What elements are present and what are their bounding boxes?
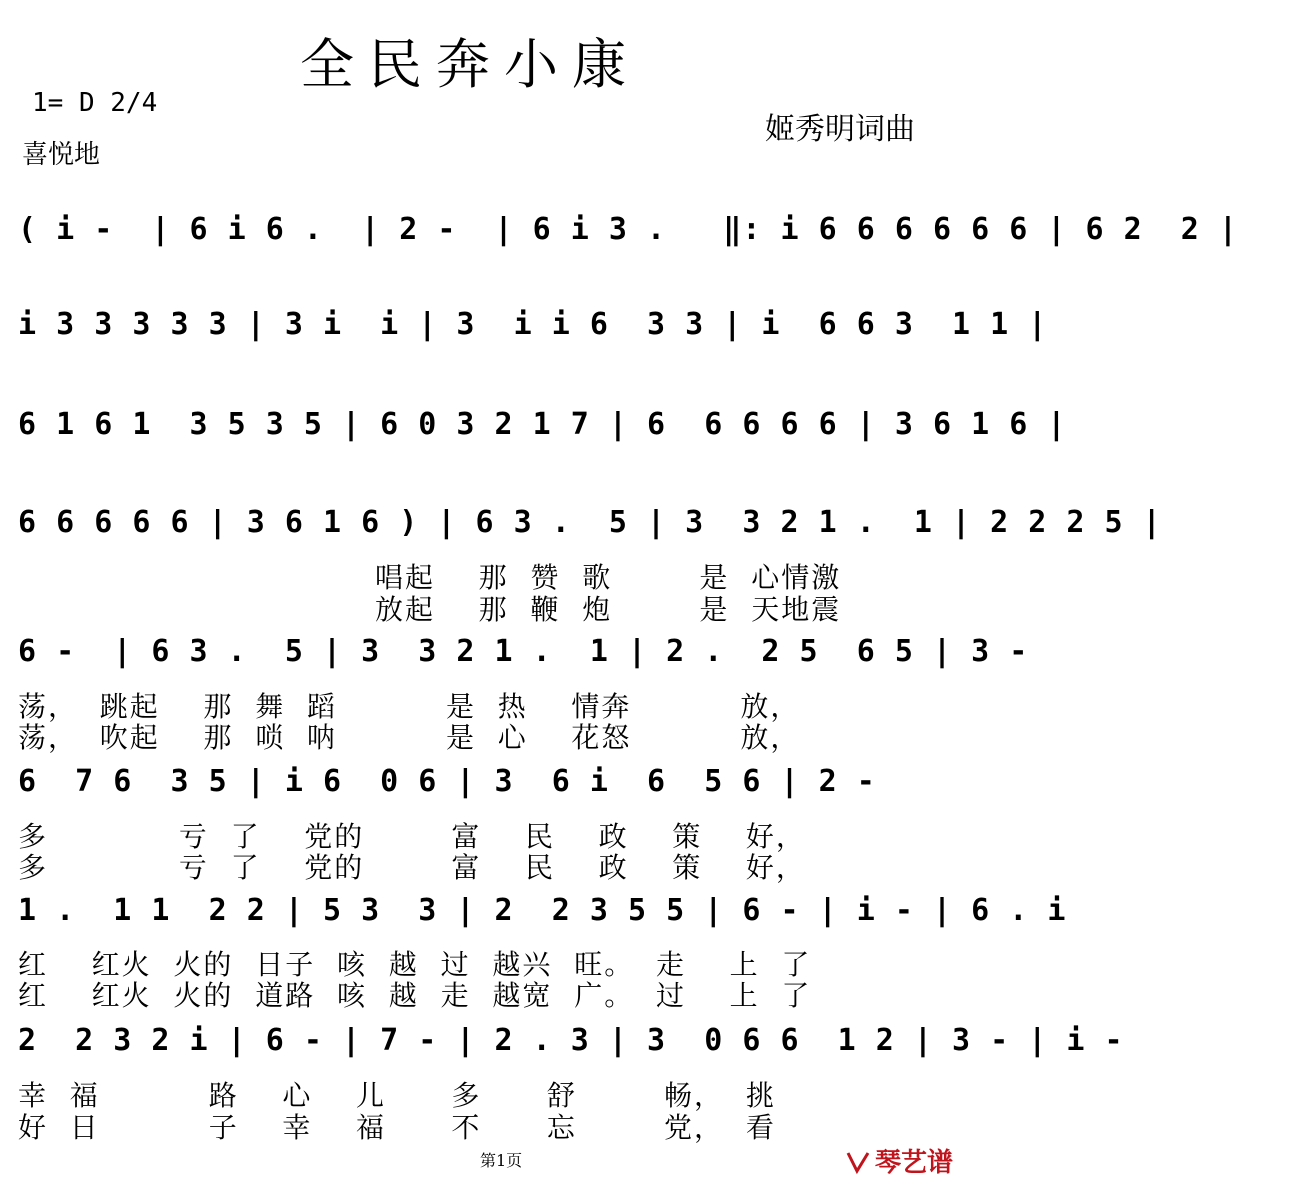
score-row-2: i 3 3 3 3 3 | 3 i i | 3 i i 6 3 3 | i 6 6 3 1 1 |	[18, 307, 1048, 342]
logo-text: 琴艺谱	[875, 1148, 954, 1178]
site-logo	[845, 1142, 953, 1179]
score-row-5: 6 - | 6 3 . 5 | 3 3 2 1 . 1 | 2 . 2 5 6 5 | 3 -	[18, 634, 1029, 669]
lyric-line-5a: 荡， 跳起 那 舞 蹈 是 热 情奔 放，	[18, 690, 801, 723]
score-row-1: ( i - | 6 i 6 . | 2 - | 6 i 3 . ‖: i 6 6 6 6 6 6 | 6 2 2 |	[18, 212, 1238, 247]
lyric-line-4a: 唱起 那 赞 歌 是 心情激	[375, 561, 842, 594]
score-row-3: 6 1 6 1 3 5 3 5 | 6 0 3 2 1 7 | 6 6 6 6 6 | 3 6 1 6 |	[18, 407, 1067, 442]
lyric-line-4b: 放起 那 鞭 炮 是 天地震	[375, 593, 842, 626]
lyric-line-8b: 好 日 子 幸 福 不 忘 党， 看	[18, 1111, 776, 1144]
tempo-marking: 喜悦地	[22, 140, 101, 170]
lyric-line-6b: 多 亏 了 党的 富 民 政 策 好，	[18, 851, 806, 884]
composer-credit: 姬秀明词曲	[765, 112, 915, 147]
score-row-7: 1 . 1 1 2 2 | 5 3 3 | 2 2 3 5 5 | 6 - | i - | 6 . i	[18, 893, 1067, 928]
page-number: 第1页	[480, 1151, 523, 1170]
song-title: 全民奔小康	[300, 33, 640, 96]
lyric-line-7b: 红 红火 火的 道路 咳 越 走 越宽 广。 过 上 了	[18, 979, 812, 1012]
lyric-line-8a: 幸 福 路 心 儿 多 舒 畅， 挑	[18, 1079, 776, 1112]
score-row-4: 6 6 6 6 6 | 3 6 1 6 ) | 6 3 . 5 | 3 3 2 1 . 1 | 2 2 2 5 |	[18, 505, 1162, 540]
logo-icon	[845, 1149, 871, 1175]
lyric-line-5b: 荡， 吹起 那 唢 呐 是 心 花怒 放，	[18, 721, 801, 754]
score-row-6: 6 7 6 3 5 | i 6 0 6 | 3 6 i 6 5 6 | 2 -	[18, 764, 876, 799]
score-row-8: 2 2 3 2 i | 6 - | 7 - | 2 . 3 | 3 0 6 6 1 2 | 3 - | i -	[18, 1023, 1124, 1058]
key-signature: 1= D 2/4	[32, 88, 158, 118]
lyric-line-7a: 红 红火 火的 日子 咳 越 过 越兴 旺。 走 上 了	[18, 948, 812, 981]
lyric-line-6a: 多 亏 了 党的 富 民 政 策 好，	[18, 820, 806, 853]
